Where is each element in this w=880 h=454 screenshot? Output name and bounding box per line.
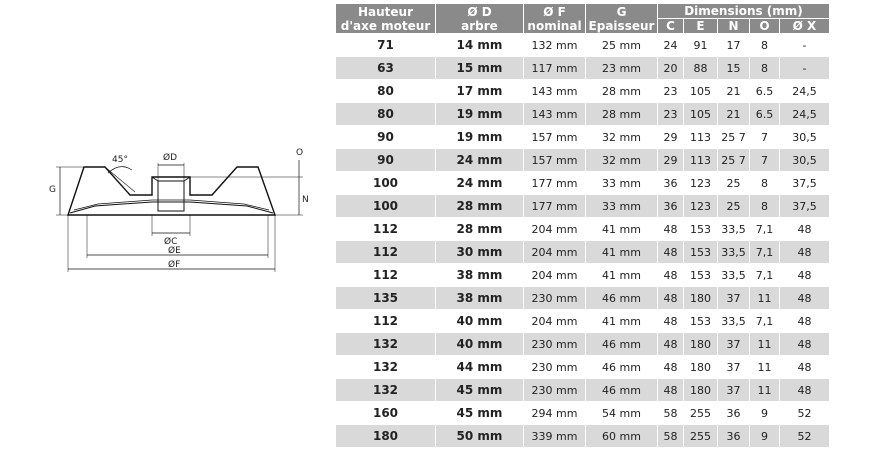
table-row <box>336 356 830 379</box>
cell-hauteur: 180 <box>336 425 436 448</box>
cell-n: 36 <box>718 402 750 425</box>
cell-c: 23 <box>658 80 684 103</box>
cell-e: 123 <box>684 172 718 195</box>
cell-hauteur: 160 <box>336 402 436 425</box>
cell-x: 48 <box>780 241 830 264</box>
cell-o: 11 <box>750 287 780 310</box>
cell-n: 25 7 <box>718 126 750 149</box>
cell-e: 113 <box>684 126 718 149</box>
table-row <box>336 103 830 126</box>
cell-hauteur: 112 <box>336 264 436 287</box>
cell-x: 30,5 <box>780 126 830 149</box>
cell-hauteur: 112 <box>336 310 436 333</box>
cell-n: 37 <box>718 333 750 356</box>
cell-o: 7 <box>750 149 780 172</box>
cell-d: 17 mm <box>436 80 524 103</box>
cell-c: 58 <box>658 425 684 448</box>
cell-n: 37 <box>718 379 750 402</box>
cell-d: 15 mm <box>436 57 524 80</box>
cell-d: 19 mm <box>436 103 524 126</box>
cell-x: 48 <box>780 356 830 379</box>
cell-c: 36 <box>658 172 684 195</box>
cell-e: 180 <box>684 333 718 356</box>
cell-o: 7,1 <box>750 241 780 264</box>
cell-f: 177 mm <box>524 172 586 195</box>
central-hub <box>158 181 184 211</box>
cell-o: 6.5 <box>750 80 780 103</box>
cell-c: 48 <box>658 310 684 333</box>
cell-e: 113 <box>684 149 718 172</box>
table-row <box>336 379 830 402</box>
cell-d: 40 mm <box>436 333 524 356</box>
cell-o: 7 <box>750 126 780 149</box>
table-row <box>336 172 830 195</box>
cell-hauteur: 132 <box>336 333 436 356</box>
cell-hauteur: 80 <box>336 80 436 103</box>
cell-e: 153 <box>684 264 718 287</box>
cell-hauteur: 90 <box>336 126 436 149</box>
cell-g: 33 mm <box>586 172 658 195</box>
cell-x: 48 <box>780 218 830 241</box>
cell-g: 54 mm <box>586 402 658 425</box>
cell-f: 143 mm <box>524 103 586 126</box>
cell-f: 204 mm <box>524 218 586 241</box>
cell-e: 153 <box>684 310 718 333</box>
cell-d: 24 mm <box>436 172 524 195</box>
cell-x: 48 <box>780 379 830 402</box>
cell-c: 58 <box>658 402 684 425</box>
table-row <box>336 287 830 310</box>
cell-c: 48 <box>658 218 684 241</box>
cell-d: 30 mm <box>436 241 524 264</box>
header-diameter-f: Ø F nominal <box>524 4 586 34</box>
cell-f: 157 mm <box>524 126 586 149</box>
table-row <box>336 195 830 218</box>
cell-hauteur: 71 <box>336 34 436 57</box>
e-label: ØE <box>168 246 181 256</box>
table-row <box>336 34 830 57</box>
cell-o: 8 <box>750 34 780 57</box>
cell-x: 24,5 <box>780 103 830 126</box>
cell-x: 52 <box>780 425 830 448</box>
cell-n: 37 <box>718 287 750 310</box>
cell-g: 25 mm <box>586 34 658 57</box>
cell-d: 40 mm <box>436 310 524 333</box>
cell-e: 255 <box>684 402 718 425</box>
cell-o: 11 <box>750 379 780 402</box>
cell-g: 41 mm <box>586 310 658 333</box>
cell-d: 38 mm <box>436 264 524 287</box>
cell-f: 157 mm <box>524 149 586 172</box>
cell-d: 50 mm <box>436 425 524 448</box>
cell-e: 153 <box>684 218 718 241</box>
cell-hauteur: 132 <box>336 356 436 379</box>
cell-n: 37 <box>718 356 750 379</box>
dimensions-table <box>336 4 830 448</box>
header-dimensions: Dimensions (mm) <box>658 4 830 19</box>
cell-hauteur: 132 <box>336 379 436 402</box>
cell-hauteur: 135 <box>336 287 436 310</box>
cell-o: 8 <box>750 195 780 218</box>
cell-n: 33,5 <box>718 264 750 287</box>
cell-n: 25 <box>718 195 750 218</box>
cell-x: 48 <box>780 333 830 356</box>
cell-g: 46 mm <box>586 379 658 402</box>
cell-x: 48 <box>780 264 830 287</box>
cell-d: 28 mm <box>436 218 524 241</box>
cell-f: 204 mm <box>524 310 586 333</box>
cell-c: 48 <box>658 333 684 356</box>
cell-c: 23 <box>658 103 684 126</box>
table-row <box>336 310 830 333</box>
cell-o: 8 <box>750 57 780 80</box>
cell-hauteur: 90 <box>336 149 436 172</box>
cell-f: 204 mm <box>524 264 586 287</box>
cell-g: 41 mm <box>586 264 658 287</box>
cell-o: 9 <box>750 402 780 425</box>
cell-c: 29 <box>658 149 684 172</box>
cell-n: 17 <box>718 34 750 57</box>
cell-x: 48 <box>780 310 830 333</box>
cell-o: 7,1 <box>750 264 780 287</box>
cell-g: 28 mm <box>586 103 658 126</box>
cell-e: 91 <box>684 34 718 57</box>
cell-d: 19 mm <box>436 126 524 149</box>
cell-hauteur: 80 <box>336 103 436 126</box>
cell-e: 180 <box>684 379 718 402</box>
table-header-row-1 <box>336 4 830 19</box>
cell-e: 180 <box>684 287 718 310</box>
cell-o: 11 <box>750 356 780 379</box>
cell-hauteur: 100 <box>336 172 436 195</box>
cell-d: 45 mm <box>436 379 524 402</box>
cell-g: 28 mm <box>586 80 658 103</box>
cell-o: 11 <box>750 333 780 356</box>
d-label: ØD <box>163 153 178 163</box>
cell-hauteur: 112 <box>336 241 436 264</box>
table-row <box>336 57 830 80</box>
header-n: N <box>718 19 750 34</box>
cell-x: 30,5 <box>780 149 830 172</box>
table-row <box>336 126 830 149</box>
cell-c: 48 <box>658 241 684 264</box>
cell-f: 143 mm <box>524 80 586 103</box>
cell-f: 294 mm <box>524 402 586 425</box>
cell-n: 21 <box>718 80 750 103</box>
cell-d: 24 mm <box>436 149 524 172</box>
cell-x: - <box>780 57 830 80</box>
cell-n: 21 <box>718 103 750 126</box>
header-e: E <box>684 19 718 34</box>
g-label: G <box>49 185 56 195</box>
cell-n: 36 <box>718 425 750 448</box>
table-row <box>336 241 830 264</box>
cell-n: 33,5 <box>718 241 750 264</box>
cell-n: 25 7 <box>718 149 750 172</box>
cell-f: 177 mm <box>524 195 586 218</box>
cell-g: 23 mm <box>586 57 658 80</box>
cell-x: 48 <box>780 287 830 310</box>
header-x: Ø X <box>780 19 830 34</box>
table-row <box>336 402 830 425</box>
o-label: O <box>296 148 304 158</box>
cell-f: 230 mm <box>524 356 586 379</box>
cell-g: 46 mm <box>586 333 658 356</box>
technical-drawing-svg <box>40 140 320 290</box>
cell-d: 14 mm <box>436 34 524 57</box>
cell-f: 230 mm <box>524 379 586 402</box>
f-label: ØF <box>168 260 181 270</box>
cell-f: 230 mm <box>524 333 586 356</box>
cell-o: 7,1 <box>750 310 780 333</box>
header-o: O <box>750 19 780 34</box>
cell-x: 37,5 <box>780 195 830 218</box>
cell-g: 46 mm <box>586 287 658 310</box>
table-row <box>336 80 830 103</box>
cell-f: 230 mm <box>524 287 586 310</box>
cell-x: - <box>780 34 830 57</box>
table-row <box>336 149 830 172</box>
cell-c: 24 <box>658 34 684 57</box>
cell-g: 32 mm <box>586 149 658 172</box>
cell-d: 38 mm <box>436 287 524 310</box>
table-row <box>336 425 830 448</box>
cell-hauteur: 112 <box>336 218 436 241</box>
header-hauteur: Hauteur d'axe moteur <box>336 4 436 34</box>
cell-o: 8 <box>750 172 780 195</box>
angle-guide <box>105 167 135 192</box>
cell-e: 105 <box>684 103 718 126</box>
cell-g: 60 mm <box>586 425 658 448</box>
coupling-cross-section-drawing <box>40 140 320 290</box>
angle-label: 45° <box>112 155 128 165</box>
cell-d: 44 mm <box>436 356 524 379</box>
cell-e: 123 <box>684 195 718 218</box>
cell-f: 339 mm <box>524 425 586 448</box>
cell-c: 36 <box>658 195 684 218</box>
table-row <box>336 264 830 287</box>
cell-n: 33,5 <box>718 218 750 241</box>
cell-e: 255 <box>684 425 718 448</box>
cell-x: 24,5 <box>780 80 830 103</box>
cell-o: 9 <box>750 425 780 448</box>
n-label: N <box>302 195 309 205</box>
cell-g: 32 mm <box>586 126 658 149</box>
cell-hauteur: 63 <box>336 57 436 80</box>
cell-hauteur: 100 <box>336 195 436 218</box>
cell-n: 15 <box>718 57 750 80</box>
angle-arc <box>108 167 132 173</box>
coupling-body-outline <box>68 167 275 215</box>
table-body <box>336 34 830 448</box>
c-label: ØC <box>164 237 178 247</box>
cell-g: 46 mm <box>586 356 658 379</box>
cell-o: 7,1 <box>750 218 780 241</box>
cell-c: 48 <box>658 264 684 287</box>
header-g-thickness: G Epaisseur <box>586 4 658 34</box>
cell-g: 33 mm <box>586 195 658 218</box>
cell-c: 20 <box>658 57 684 80</box>
cell-o: 6.5 <box>750 103 780 126</box>
cell-n: 25 <box>718 172 750 195</box>
cell-g: 41 mm <box>586 218 658 241</box>
cell-e: 153 <box>684 241 718 264</box>
cell-e: 105 <box>684 80 718 103</box>
cell-d: 28 mm <box>436 195 524 218</box>
cell-x: 37,5 <box>780 172 830 195</box>
cell-c: 48 <box>658 356 684 379</box>
cell-c: 48 <box>658 379 684 402</box>
cell-f: 132 mm <box>524 34 586 57</box>
cell-c: 29 <box>658 126 684 149</box>
header-diameter-d: Ø D arbre <box>436 4 524 34</box>
cell-x: 52 <box>780 402 830 425</box>
cell-f: 204 mm <box>524 241 586 264</box>
cell-f: 117 mm <box>524 57 586 80</box>
cell-c: 48 <box>658 287 684 310</box>
cell-e: 88 <box>684 57 718 80</box>
table-row <box>336 333 830 356</box>
header-c: C <box>658 19 684 34</box>
cell-n: 33,5 <box>718 310 750 333</box>
cell-e: 180 <box>684 356 718 379</box>
cell-d: 45 mm <box>436 402 524 425</box>
cell-g: 41 mm <box>586 241 658 264</box>
table-row <box>336 218 830 241</box>
